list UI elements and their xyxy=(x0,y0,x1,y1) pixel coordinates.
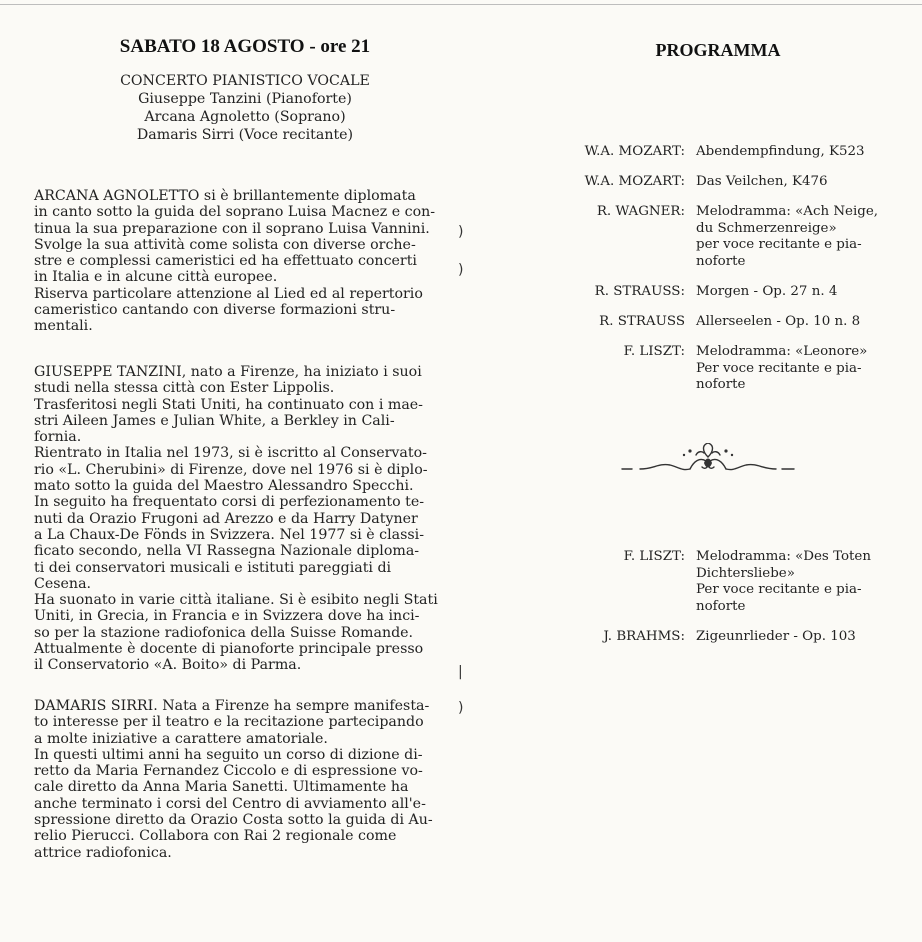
program-work-line: Zigeunrlieder - Op. 103 xyxy=(696,629,856,644)
program-composer: R. WAGNER: xyxy=(596,204,685,219)
bio-line: Riserva particolare attenzione al Lied ed al repertorio xyxy=(34,285,423,302)
program-item xyxy=(560,629,920,646)
bio-line: GIUSEPPE TANZINI, nato a Firenze, ha iniziato i suoi xyxy=(34,364,422,380)
program-item xyxy=(560,314,920,331)
bio-line: cameristico cantando con diverse formazioni stru- xyxy=(34,302,396,319)
margin-mark: | xyxy=(458,664,463,680)
bio-arcana-agnoletto xyxy=(34,188,454,335)
program-work-line: Melodramma: «Ach Neige, xyxy=(696,204,879,219)
program-composer: W.A. MOZART: xyxy=(584,174,685,189)
bio-line: to interesse per il teatro e la recitazione partecipando xyxy=(34,714,424,731)
bio-line: a La Chaux-De Fönds in Svizzera. Nel 1977 si è classi- xyxy=(34,526,424,543)
bio-line: Cesena. xyxy=(34,575,92,592)
performer-line: Giuseppe Tanzini (Pianoforte) xyxy=(138,91,352,107)
performer-line: Arcana Agnoletto (Soprano) xyxy=(144,109,346,125)
bio-line: studi nella stessa città con Ester Lippolis. xyxy=(34,380,335,397)
program-work-line: Abendempfindung, K523 xyxy=(696,144,865,159)
bio-line: DAMARIS SIRRI. Nata a Firenze ha sempre manifesta- xyxy=(34,698,430,714)
program-work-line: Melodramma: «Leonore» xyxy=(696,344,868,359)
concert-title: CONCERTO PIANISTICO VOCALE xyxy=(120,73,370,89)
margin-mark: ) xyxy=(458,262,464,278)
program-composer: R. STRAUSS: xyxy=(594,284,685,299)
bio-line: attrice radiofonica. xyxy=(34,844,172,861)
bio-line: In questi ultimi anni ha seguito un corso di dizione di- xyxy=(34,746,423,763)
margin-mark: ) xyxy=(458,700,464,716)
bio-line: stri Aileen James e Julian White, a Berkley in Cali- xyxy=(34,412,395,429)
top-rule xyxy=(0,4,922,5)
bio-line: spressione diretto da Orazio Costa sotto la guida di Au- xyxy=(34,812,433,829)
ornament-divider xyxy=(618,443,798,481)
program-work-line: noforte xyxy=(696,598,746,614)
bio-line: ti dei conservatori musicali e istituti pareggiati di xyxy=(34,559,392,576)
bio-line: anche terminato i corsi del Centro di avviamento all'e- xyxy=(34,795,426,812)
program-work xyxy=(696,549,920,615)
program-composer: F. LISZT: xyxy=(623,344,685,359)
program-work-line: Allerseelen - Op. 10 n. 8 xyxy=(696,314,861,329)
bio-line: Svolge la sua attività come solista con diverse orche- xyxy=(34,236,416,253)
event-date-heading: SABATO 18 AGOSTO - ore 21 xyxy=(119,36,371,57)
bio-line: mato sotto la guida del Maestro Alessandro Specchi. xyxy=(34,478,414,495)
bio-line: In seguito ha frequentato corsi di perfezionamento te- xyxy=(34,494,425,511)
bio-line: so per la stazione radiofonica della Suisse Romande. xyxy=(34,624,414,641)
program-work-line: Dichtersliebe» xyxy=(696,565,795,581)
bio-line: ARCANA AGNOLETTO si è brillantemente diplomata xyxy=(34,188,416,204)
bio-line: in Italia e in alcune città europee. xyxy=(34,269,278,286)
program-work xyxy=(696,174,920,191)
program-item xyxy=(560,204,920,270)
program-work-line: Melodramma: «Des Toten xyxy=(696,549,871,564)
bio-line: tinua la sua preparazione con il soprano Luisa Vannini. xyxy=(34,220,430,237)
program-title: PROGRAMMA xyxy=(655,40,781,60)
bio-line: il Conservatorio «A. Boito» di Parma. xyxy=(34,657,302,674)
program-work-line: Das Veilchen, K476 xyxy=(696,174,828,189)
program-item xyxy=(560,549,920,615)
program-composer: W.A. MOZART: xyxy=(584,144,685,159)
bio-line: nuti da Orazio Frugoni ad Arezzo e da Harry Datyner xyxy=(34,510,418,527)
program-work-line: Morgen - Op. 27 n. 4 xyxy=(696,284,838,299)
bio-line: relio Pierucci. Collabora con Rai 2 regionale come xyxy=(34,828,397,845)
bio-line: Uniti, in Grecia, in Francia e in Svizzera dove ha inci- xyxy=(34,608,420,625)
program-work xyxy=(696,629,920,646)
bio-line: rio «L. Cherubini» di Firenze, dove nel 1976 si è diplo- xyxy=(34,461,428,478)
bio-giuseppe-tanzini xyxy=(34,364,454,674)
bio-line: ficato secondo, nella VI Rassegna Nazionale diploma- xyxy=(34,543,420,560)
program-work xyxy=(696,204,920,270)
bio-line: in canto sotto la guida del soprano Luisa Macnez e con- xyxy=(34,204,436,221)
program-item xyxy=(560,284,920,301)
bio-line: Attualmente è docente di pianoforte principale presso xyxy=(34,641,424,658)
program-work-line: per voce recitante e pia- xyxy=(696,237,862,252)
bio-line: retto da Maria Fernandez Ciccolo e di espressione vo- xyxy=(34,763,423,780)
program-work-line: Per voce recitante e pia- xyxy=(696,360,862,376)
margin-mark: ) xyxy=(458,224,464,240)
performer-line: Damaris Sirri (Voce recitante) xyxy=(136,127,354,143)
program-item xyxy=(560,144,920,161)
program-work xyxy=(696,284,920,301)
program-composer: F. LISZT: xyxy=(623,549,685,564)
bio-line: mentali. xyxy=(34,318,93,335)
program-item xyxy=(560,174,920,191)
bio-line: fornia. xyxy=(34,429,82,446)
program-work xyxy=(696,144,920,161)
program-work xyxy=(696,344,920,394)
program-work xyxy=(696,314,920,331)
program-composer: R. STRAUSS xyxy=(599,314,685,329)
program-work-line: Per voce recitante e pia- xyxy=(696,582,862,597)
concert-info xyxy=(90,72,400,144)
bio-line: a molte iniziative a carattere amatoriale. xyxy=(34,730,328,747)
bio-line: stre e complessi cameristici ed ha effettuato concerti xyxy=(34,253,417,270)
program-item xyxy=(560,344,920,394)
program-work-line: noforte xyxy=(696,253,746,269)
program-work-line: du Schmerzenreige» xyxy=(696,220,837,236)
bio-line: Rientrato in Italia nel 1973, si è iscritto al Conservato- xyxy=(34,445,427,462)
bio-damaris-sirri xyxy=(34,698,454,861)
program-work-line: noforte xyxy=(696,377,746,392)
program-composer: J. BRAHMS: xyxy=(603,629,685,644)
bio-line: Trasferitosi negli Stati Uniti, ha continuato con i mae- xyxy=(34,396,423,413)
bio-line: Ha suonato in varie città italiane. Si è esibito negli Stati xyxy=(34,592,438,609)
bio-line: cale diretto da Anna Maria Sanetti. Ultimamente ha xyxy=(34,779,409,796)
